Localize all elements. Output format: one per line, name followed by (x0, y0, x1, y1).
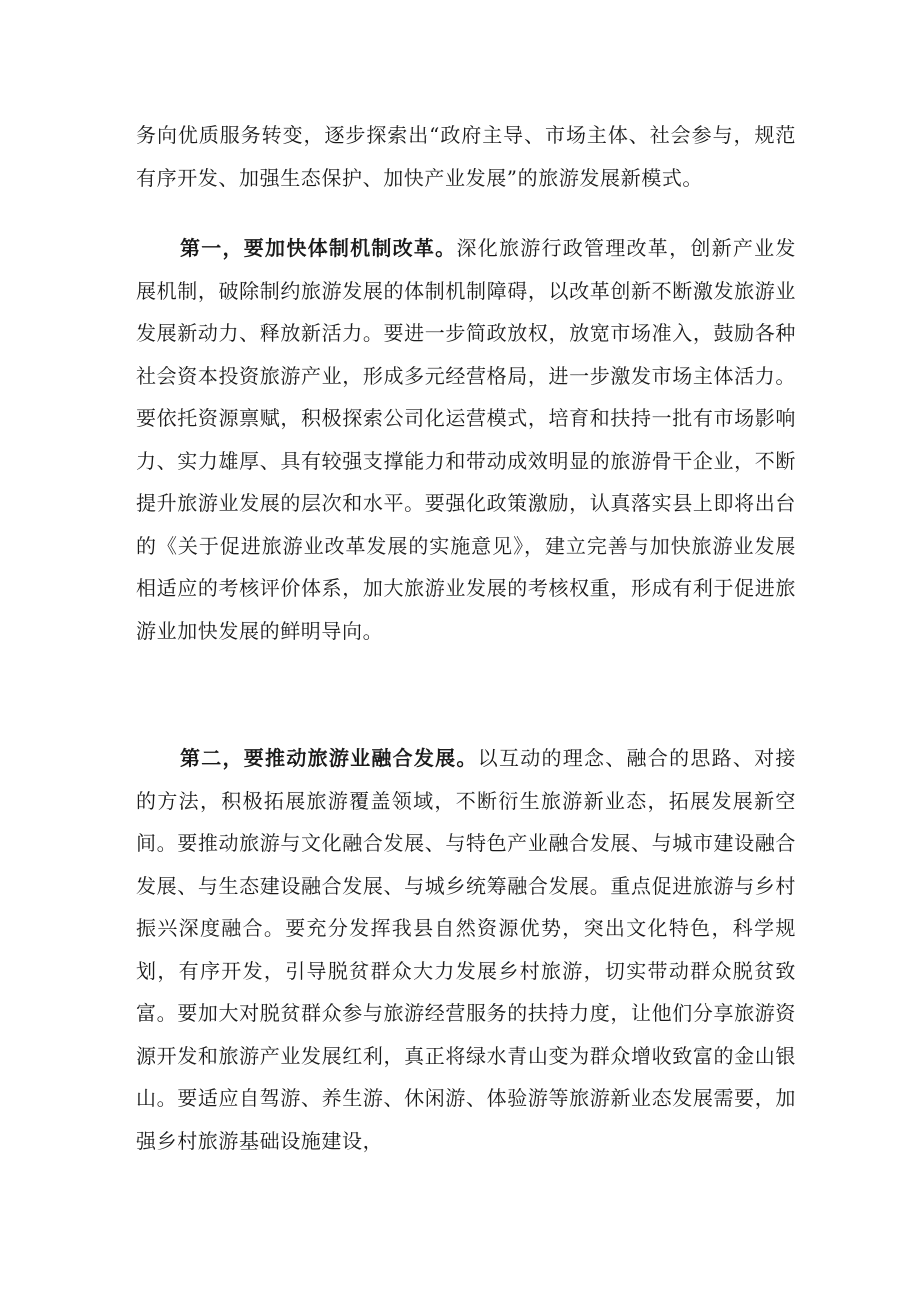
paragraph-first-point (136, 227, 796, 652)
paragraph-second-point (136, 737, 796, 1162)
paragraph-body: 深化旅游行政管理改革，创新产业发展机制，破除制约旅游发展的体制机制障碍，以改革创新不断激发旅游业发展新动力、释放新活力。要进一步简政放权，放宽市场准入，鼓励各种社会资本投资旅游产业，形成多元经营格局，进一步激发市场主体活力。要依托资源禀赋，积极探索公司化运营模式，培育和扶持一批有市场影响力、实力雄厚、具有较强支撑能力和带动成效明显的旅游骨干企业，不断提升旅游业发展的层次和水平。要强化政策激励，认真落实县上即将出台的《关于促进旅游业改革发展的实施意见》，建立完善与加快旅游业发展相适应的考核评价体系，加大旅游业发展的考核权重，形成有利于促进旅游业加快发展的鲜明导向。 (136, 236, 796, 643)
paragraph-body: 以互动的理念、融合的思路、对接的方法，积极拓展旅游覆盖领域，不断衍生旅游新业态，拓展发展新空间。要推动旅游与文化融合发展、与特色产业融合发展、与城市建设融合发展、与生态建设融合发展、与城乡统筹融合发展。重点促进旅游与乡村振兴深度融合。要充分发挥我县自然资源优势，突出文化特色，科学规划，有序开发，引导脱贫群众大力发展乡村旅游，切实带动群众脱贫致富。要加大对脱贫群众参与旅游经营服务的扶持力度，让他们分享旅游资源开发和旅游产业发展红利，真正将绿水青山变为群众增收致富的金山银山。要适应自驾游、养生游、休闲游、体验游等旅游新业态发展需要，加强乡村旅游基础设施建设， (136, 746, 796, 1153)
paragraph-lead: 第二，要推动旅游业融合发展。 (180, 746, 478, 770)
paragraph-body: 务向优质服务转变，逐步探索出“政府主导、市场主体、社会参与，规范有序开发、加强生态保护、加快产业发展”的旅游发展新模式。 (136, 123, 796, 190)
paragraph-lead: 第一，要加快体制机制改革。 (180, 236, 457, 260)
paragraph-continuation (136, 114, 796, 199)
